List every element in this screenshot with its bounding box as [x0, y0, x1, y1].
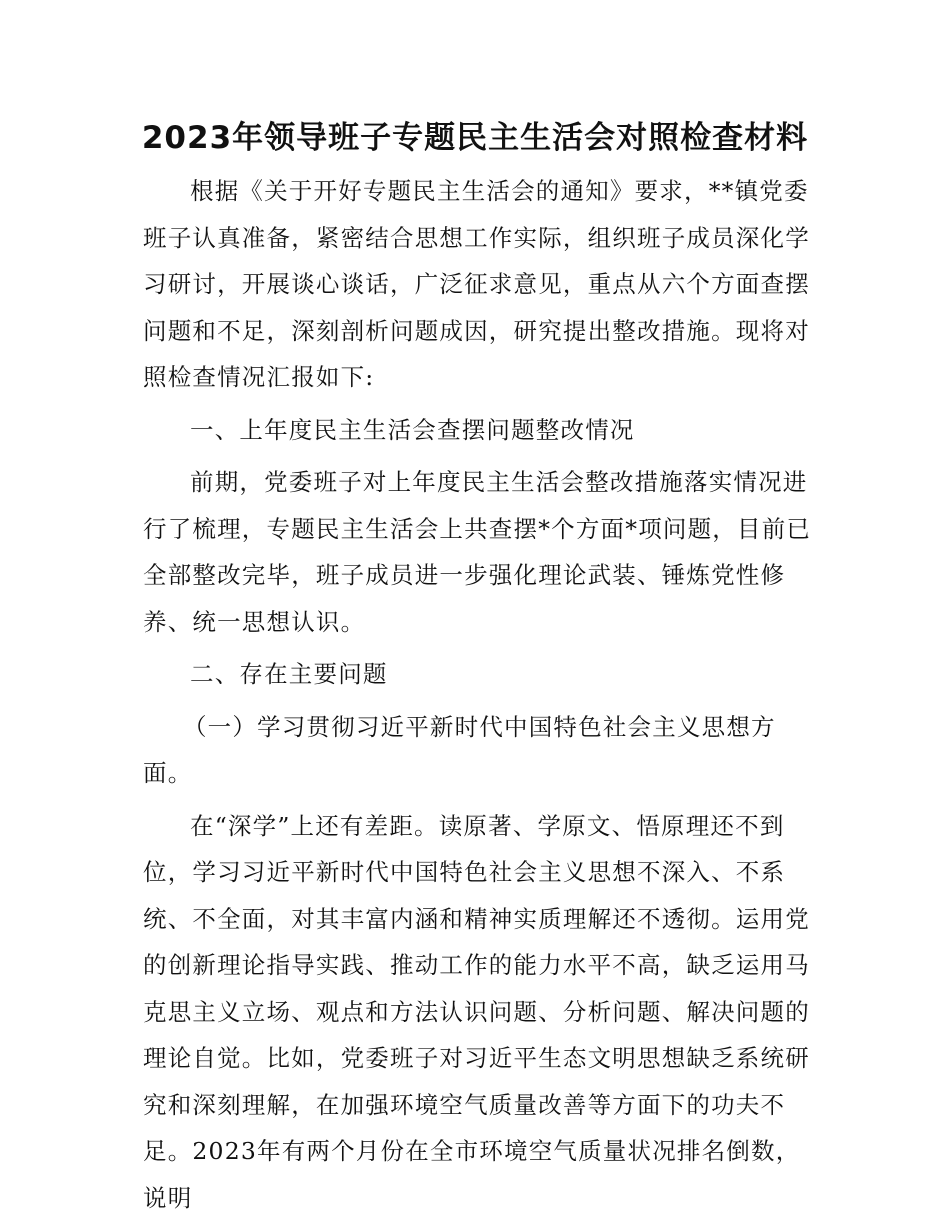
section-heading-2: 二、存在主要问题 — [190, 660, 388, 688]
document-body — [143, 168, 813, 1221]
paragraph-intro: 根据《关于开好专题民主生活会的通知》要求，**镇党委班子认真准备，紧密结合思想工作实际，组织班子成员深化学习研讨，开展谈心谈话，广泛征求意见，重点从六个方面查摆问题和不足，深刻剖析问题成因，研究提出整改措施。现将对照检查情况汇报如下: — [143, 177, 810, 391]
paragraph-rectification: 前期，党委班子对上年度民主生活会整改措施落实情况进行了梳理，专题民主生活会上共查摆*个方面*项问题，目前已全部整改完毕，班子成员进一步强化理论武装、锤炼党性修养、统一思想认识。 — [143, 468, 812, 636]
document-title: 2023年领导班子专题民主生活会对照检查材料 — [141, 120, 809, 156]
subsection-heading-1: （一）学习贯彻习近平新时代中国特色社会主义思想方面。 — [143, 712, 776, 787]
paragraph-deep-study: 在“深学”上还有差距。读原著、学原文、悟原理还不到位，学习习近平新时代中国特色社会主义思想不深入、不系统、不全面，对其丰富内涵和精神实质理解还不透彻。运用党的创新理论指导实践、推动工作的能力水平不高，缺乏运用马克思主义立场、观点和方法认识问题、分析问题、解决问题的理论自觉。比如，党委班子对习近平生态文明思想缺乏系统研究和深刻理解，在加强环境空气质量改善等方面下的功夫不足。2023年有两个月份在全市环境空气质量状况排名倒数，说明 — [143, 811, 810, 1212]
section-heading-1: 一、上年度民主生活会查摆问题整改情况 — [190, 415, 635, 444]
